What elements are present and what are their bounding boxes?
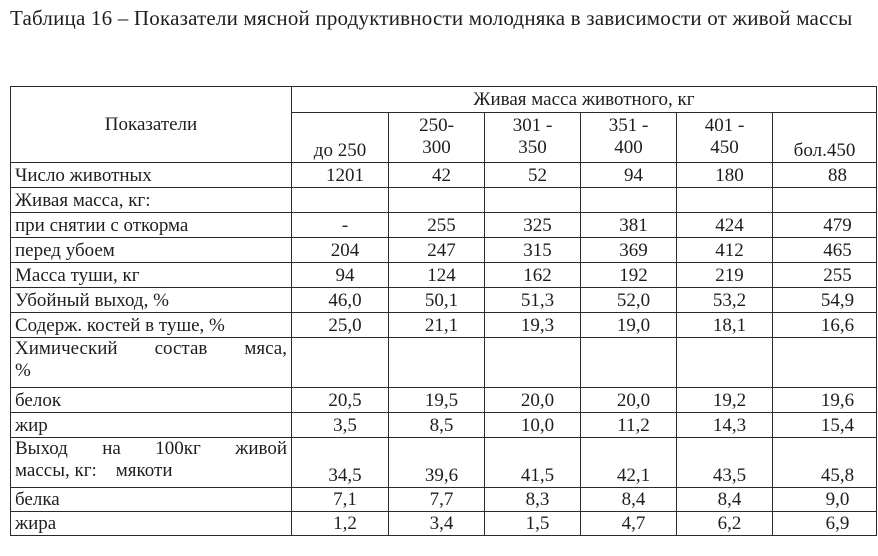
value-cell: 180 xyxy=(677,163,773,188)
value-cell xyxy=(677,188,773,213)
value-cell xyxy=(581,338,677,388)
table-row xyxy=(11,438,877,488)
range-top: 301 - xyxy=(512,115,553,136)
row-label-cell: жира xyxy=(11,512,292,536)
value-cell: 19,6 xyxy=(773,388,877,413)
row-label-line: массы, кг: мякоти xyxy=(15,460,173,481)
row-label-cell: при снятии с откорма xyxy=(11,213,292,238)
value-cell: 8,5 xyxy=(389,413,485,438)
value-cell xyxy=(292,338,389,388)
value-cell: 7,1 xyxy=(292,488,389,512)
value-cell: 255 xyxy=(773,263,877,288)
value-cell: 19,2 xyxy=(677,388,773,413)
value-cell: 381 xyxy=(581,213,677,238)
value-cell: 465 xyxy=(773,238,877,263)
value-cell: 15,4 xyxy=(773,413,877,438)
table-row xyxy=(11,338,877,388)
table-row xyxy=(11,313,877,338)
row-label-cell: Масса туши, кг xyxy=(11,263,292,288)
table-row xyxy=(11,488,877,512)
row-label-cell: перед убоем xyxy=(11,238,292,263)
value-cell xyxy=(581,188,677,213)
value-cell: 10,0 xyxy=(485,413,581,438)
value-cell: 18,1 xyxy=(677,313,773,338)
value-cell xyxy=(389,188,485,213)
value-cell: 3,5 xyxy=(292,413,389,438)
value-cell: 20,0 xyxy=(581,388,677,413)
value-cell xyxy=(773,188,877,213)
value-cell: 94 xyxy=(581,163,677,188)
value-cell: 41,5 xyxy=(485,438,581,488)
header-row-top xyxy=(11,87,877,113)
value-cell: 46,0 xyxy=(292,288,389,313)
value-cell: 20,5 xyxy=(292,388,389,413)
group-header-cell: Живая масса животного, кг xyxy=(292,87,877,113)
value-cell: 412 xyxy=(677,238,773,263)
row-label-line: Химический состав мяса, xyxy=(15,338,287,359)
value-cell xyxy=(485,338,581,388)
value-cell: 162 xyxy=(485,263,581,288)
value-cell: 42,1 xyxy=(581,438,677,488)
value-cell: 51,3 xyxy=(485,288,581,313)
value-cell: 39,6 xyxy=(389,438,485,488)
range-header-cell xyxy=(773,113,877,163)
range-header-cell xyxy=(485,113,581,163)
value-cell: 53,2 xyxy=(677,288,773,313)
row-label-cell: Число животных xyxy=(11,163,292,188)
range-bottom: 300 xyxy=(422,137,451,158)
range-bottom: до 250 xyxy=(313,140,367,161)
value-cell xyxy=(773,338,877,388)
range-header-cell xyxy=(292,113,389,163)
value-cell xyxy=(389,338,485,388)
row-label-cell: Живая масса, кг: xyxy=(11,188,292,213)
value-cell: 247 xyxy=(389,238,485,263)
row-label-line: % xyxy=(15,360,31,381)
value-cell: 45,8 xyxy=(773,438,877,488)
value-cell: 25,0 xyxy=(292,313,389,338)
value-cell: - xyxy=(292,213,389,238)
range-bottom: 400 xyxy=(614,137,643,158)
value-cell: 20,0 xyxy=(485,388,581,413)
table-row xyxy=(11,188,877,213)
value-cell: 54,9 xyxy=(773,288,877,313)
value-cell: 219 xyxy=(677,263,773,288)
row-label-cell: жир xyxy=(11,413,292,438)
value-cell: 42 xyxy=(389,163,485,188)
value-cell: 16,6 xyxy=(773,313,877,338)
value-cell: 192 xyxy=(581,263,677,288)
table-row xyxy=(11,163,877,188)
value-cell: 315 xyxy=(485,238,581,263)
row-label-cell xyxy=(11,338,292,388)
value-cell: 3,4 xyxy=(389,512,485,536)
value-cell: 9,0 xyxy=(773,488,877,512)
value-cell: 1201 xyxy=(292,163,389,188)
table-caption: Таблица 16 – Показатели мясной продуктивности молодняка в зависимости от живой массы xyxy=(10,6,853,30)
meat-productivity-table xyxy=(10,86,877,536)
value-cell: 124 xyxy=(389,263,485,288)
range-header-cell xyxy=(389,113,485,163)
value-cell: 7,7 xyxy=(389,488,485,512)
row-label-line: Выход на 100кг живой xyxy=(15,438,287,459)
value-cell: 94 xyxy=(292,263,389,288)
value-cell: 369 xyxy=(581,238,677,263)
table-row xyxy=(11,213,877,238)
value-cell: 43,5 xyxy=(677,438,773,488)
data-table-container xyxy=(10,86,877,536)
table-row xyxy=(11,288,877,313)
value-cell xyxy=(485,188,581,213)
value-cell: 4,7 xyxy=(581,512,677,536)
value-cell: 19,0 xyxy=(581,313,677,338)
table-row xyxy=(11,388,877,413)
value-cell: 34,5 xyxy=(292,438,389,488)
range-top: 351 - xyxy=(608,115,649,136)
value-cell: 52,0 xyxy=(581,288,677,313)
value-cell: 21,1 xyxy=(389,313,485,338)
row-label-cell: Содерж. костей в туше, % xyxy=(11,313,292,338)
range-bottom: бол.450 xyxy=(793,140,856,161)
value-cell: 8,4 xyxy=(677,488,773,512)
value-cell: 50,1 xyxy=(389,288,485,313)
table-row xyxy=(11,238,877,263)
value-cell: 1,2 xyxy=(292,512,389,536)
table-row xyxy=(11,413,877,438)
row-label-cell: Убойный выход, % xyxy=(11,288,292,313)
value-cell: 14,3 xyxy=(677,413,773,438)
range-header-cell xyxy=(581,113,677,163)
range-bottom: 450 xyxy=(710,137,739,158)
table-row xyxy=(11,263,877,288)
row-label-cell: белка xyxy=(11,488,292,512)
value-cell: 19,5 xyxy=(389,388,485,413)
value-cell: 11,2 xyxy=(581,413,677,438)
value-cell: 255 xyxy=(389,213,485,238)
value-cell: 8,3 xyxy=(485,488,581,512)
row-header-cell: Показатели xyxy=(11,87,292,163)
value-cell xyxy=(677,338,773,388)
value-cell: 424 xyxy=(677,213,773,238)
range-bottom: 350 xyxy=(518,137,547,158)
value-cell: 6,9 xyxy=(773,512,877,536)
value-cell: 204 xyxy=(292,238,389,263)
range-top: 401 - xyxy=(704,115,745,136)
value-cell: 479 xyxy=(773,213,877,238)
value-cell: 325 xyxy=(485,213,581,238)
value-cell: 88 xyxy=(773,163,877,188)
range-header-cell xyxy=(677,113,773,163)
row-label-cell xyxy=(11,438,292,488)
value-cell: 52 xyxy=(485,163,581,188)
value-cell: 1,5 xyxy=(485,512,581,536)
table-row xyxy=(11,512,877,536)
range-top: 250- xyxy=(419,115,454,136)
value-cell: 6,2 xyxy=(677,512,773,536)
value-cell: 8,4 xyxy=(581,488,677,512)
value-cell xyxy=(292,188,389,213)
value-cell: 19,3 xyxy=(485,313,581,338)
row-label-cell: белок xyxy=(11,388,292,413)
